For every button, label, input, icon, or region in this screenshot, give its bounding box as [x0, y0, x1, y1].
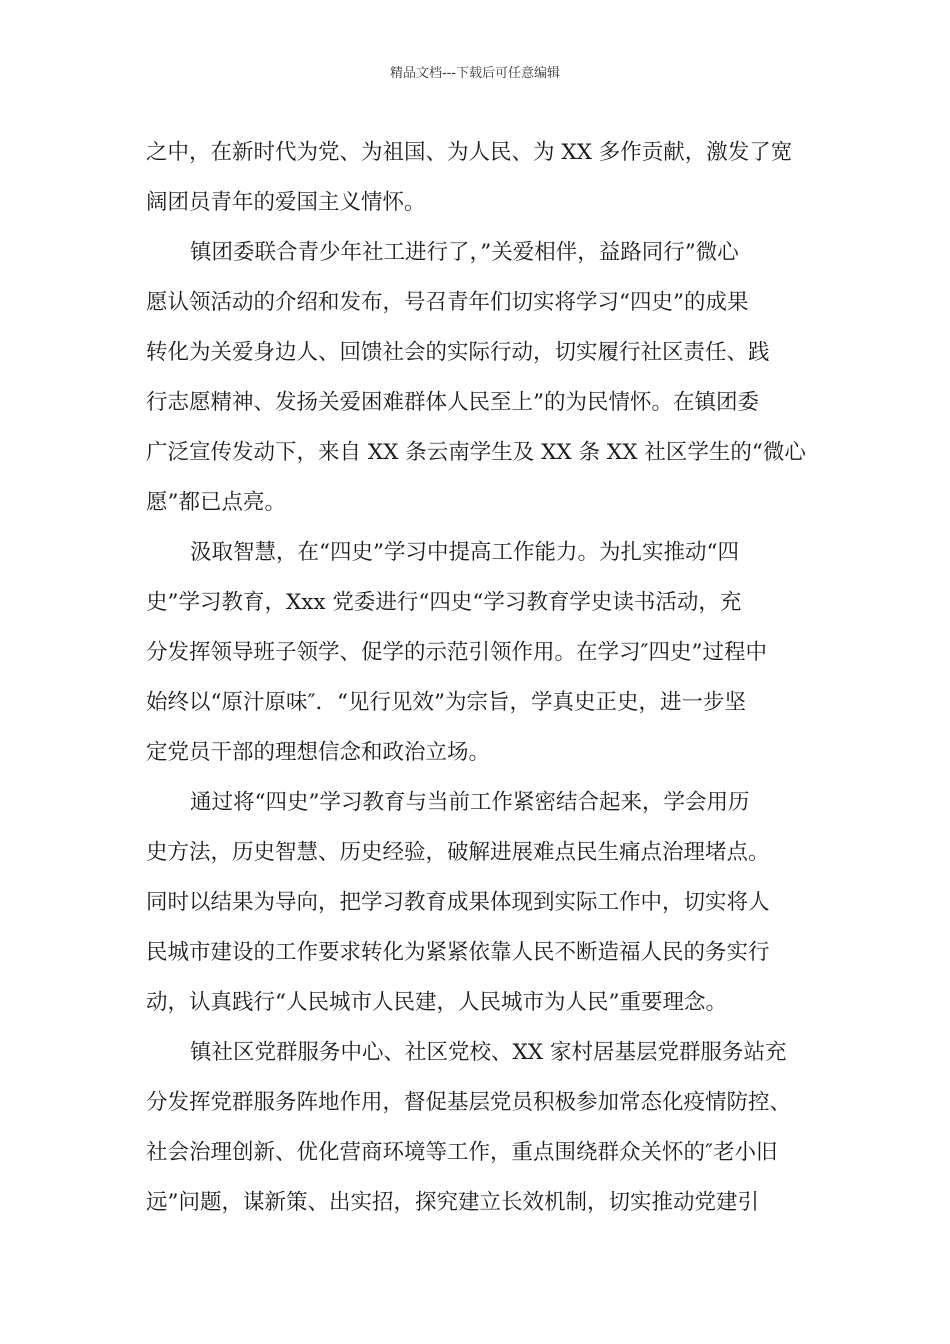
- text-line: 定党员干部的理想信念和政治立场。: [146, 740, 491, 765]
- paragraph-start-line: 镇团委联合青少年社工进行了，”关爱相伴，益路同行”微心: [190, 240, 739, 265]
- text-line: 分发挥领导班子领学、促学的示范引领作用。在学习″四史”过程中: [146, 640, 768, 665]
- paragraph-start-line: 汲取智慧，在“四史”学习中提高工作能力。为扎实推动“四: [190, 540, 739, 565]
- text-line: 始终以“原汁原味″．“见行见效”为宗旨，学真史正史，进一步坚: [146, 690, 747, 715]
- text-line: 同时以结果为导向，把学习教育成果体现到实际工作中，切实将人: [146, 890, 770, 915]
- text-line: 动，认真践行“人民城市人民建，人民城市为人民”重要理念。: [146, 990, 727, 1015]
- text-line: 民城市建设的工作要求转化为紧紧依靠人民不断造福人民的务实行: [146, 940, 770, 965]
- text-line: 广泛宣传发动下，来自 XX 条云南学生及 XX 条 XX 社区学生的“微心: [146, 440, 806, 465]
- text-line: 转化为关爱身边人、回馈社会的实际行动，切实履行社区责任、践: [146, 340, 770, 365]
- page-header: 精品文档---下载后可任意编辑: [389, 66, 561, 81]
- document-body: [146, 128, 818, 1228]
- text-line: 分发挥党群服务阵地作用，督促基层党员积极参加常态化疫情防控、: [146, 1090, 792, 1115]
- text-line: 之中，在新时代为党、为祖国、为人民、为 XX 多作贡献，激发了宽: [146, 140, 793, 165]
- text-line: 远”问题，谋新策、出实招，探究建立长效机制，切实推动党建引: [146, 1190, 759, 1215]
- text-line: 愿认领活动的介绍和发布，号召青年们切实将学习“四史”的成果: [146, 290, 749, 315]
- text-line: 史方法，历史智慧、历史经验，破解进展难点民生痛点治理堵点。: [146, 840, 770, 865]
- text-line: 愿”都已点亮。: [146, 490, 286, 515]
- text-line: 行志愿精神、发扬关爱困难群体人民至上”的为民情怀。在镇团委: [146, 390, 759, 415]
- text-line: 社会治理创新、优化营商环境等工作，重点围绕群众关怀的″老小旧: [146, 1140, 778, 1165]
- paragraph-start-line: 镇社区党群服务中心、社区党校、XX 家村居基层党群服务站充: [190, 1040, 787, 1065]
- paragraph-start-line: 通过将“四史”学习教育与当前工作紧密结合起来，学会用历: [190, 790, 750, 815]
- text-line: 阔团员青年的爱国主义情怀。: [146, 190, 426, 215]
- text-line: 史”学习教育，Xxx 党委进行“四史“学习教育学史读书活动，充: [146, 590, 742, 615]
